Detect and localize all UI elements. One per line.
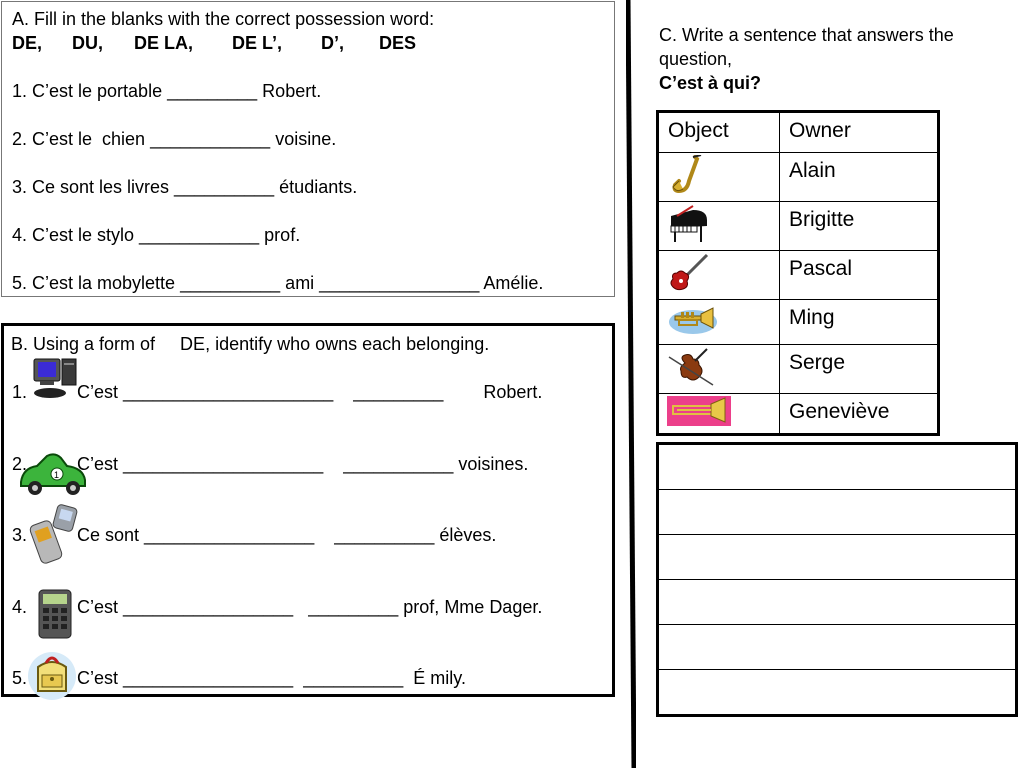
table-row	[658, 153, 939, 202]
table-row	[658, 344, 939, 393]
owner-table	[656, 110, 940, 436]
section-a-title: A. Fill in the blanks with the correct possession word:	[12, 9, 435, 29]
b-item-3-number: 3.	[12, 525, 28, 545]
backpack-icon	[26, 649, 78, 701]
table-row	[658, 202, 939, 251]
header-object: Object	[658, 112, 780, 153]
table-header-row	[658, 112, 939, 153]
page-divider	[626, 0, 636, 768]
answer-row[interactable]	[658, 670, 1017, 716]
section-c-title-line1: C. Write a sentence that answers the	[659, 25, 954, 45]
section-a	[1, 1, 615, 297]
trombone-icon	[667, 396, 771, 426]
word-du: DU,	[72, 33, 103, 53]
fill-item-2: 2. C’est le chien ____________ voisine.	[12, 129, 337, 149]
trumpet-icon	[667, 302, 771, 338]
answer-row[interactable]	[658, 580, 1017, 625]
b-item-5-number: 5.	[12, 668, 28, 688]
b-item-3-text: Ce sont _________________ __________ élèves.	[77, 525, 497, 545]
owner-pascal: Pascal	[780, 251, 939, 300]
svg-text:1: 1	[54, 470, 60, 480]
saxophone-icon	[667, 155, 771, 195]
fill-item-4: 4. C’est le stylo ____________ prof.	[12, 225, 301, 245]
section-c-question: C’est à qui?	[659, 73, 762, 93]
b-item-2-number: 2.	[12, 454, 28, 474]
answer-table	[656, 442, 1018, 717]
word-de: DE,	[12, 33, 43, 53]
header-owner: Owner	[780, 112, 939, 153]
section-b-title: B. Using a form of DE, identify who owns each belonging.	[11, 334, 490, 354]
word-des: DES	[379, 33, 417, 53]
owner-genevieve: Geneviève	[780, 393, 939, 434]
b-item-4-text: C’est _________________ _________ prof, Mme Dager.	[77, 597, 543, 617]
b-item-5-text: C’est _________________ __________ É mily.	[77, 668, 466, 688]
b-item-4-number: 4.	[12, 597, 28, 617]
owner-serge: Serge	[780, 344, 939, 393]
section-c-title-line2: question,	[659, 49, 733, 69]
calculator-icon	[35, 588, 75, 640]
word-de-la: DE LA,	[134, 33, 194, 53]
table-row	[658, 300, 939, 345]
table-row	[658, 251, 939, 300]
b-item-1-text: C’est _____________________ _________ Robert.	[77, 382, 543, 402]
owner-brigitte: Brigitte	[780, 202, 939, 251]
violin-icon	[667, 347, 771, 387]
owner-ming: Ming	[780, 300, 939, 345]
guitar-icon	[667, 253, 771, 293]
section-b	[1, 323, 615, 697]
b-item-2-text: C’est ____________________ ___________ voisines.	[77, 454, 529, 474]
answer-row[interactable]	[658, 490, 1017, 535]
piano-icon	[667, 204, 771, 244]
word-d: D’,	[321, 33, 345, 53]
answer-row[interactable]	[658, 535, 1017, 580]
cellphone-icon	[29, 504, 81, 566]
owner-alain: Alain	[780, 153, 939, 202]
word-de-l: DE L’,	[232, 33, 283, 53]
table-row	[658, 393, 939, 434]
fill-item-3: 3. Ce sont les livres __________ étudiants.	[12, 177, 358, 197]
computer-icon	[28, 357, 80, 401]
answer-row[interactable]	[658, 625, 1017, 670]
fill-item-1: 1. C’est le portable _________ Robert.	[12, 81, 322, 101]
fill-item-5: 5. C’est la mobylette __________ ami ________________ Amélie.	[12, 273, 544, 293]
b-item-1-number: 1.	[12, 382, 28, 402]
answer-row[interactable]	[658, 444, 1017, 490]
